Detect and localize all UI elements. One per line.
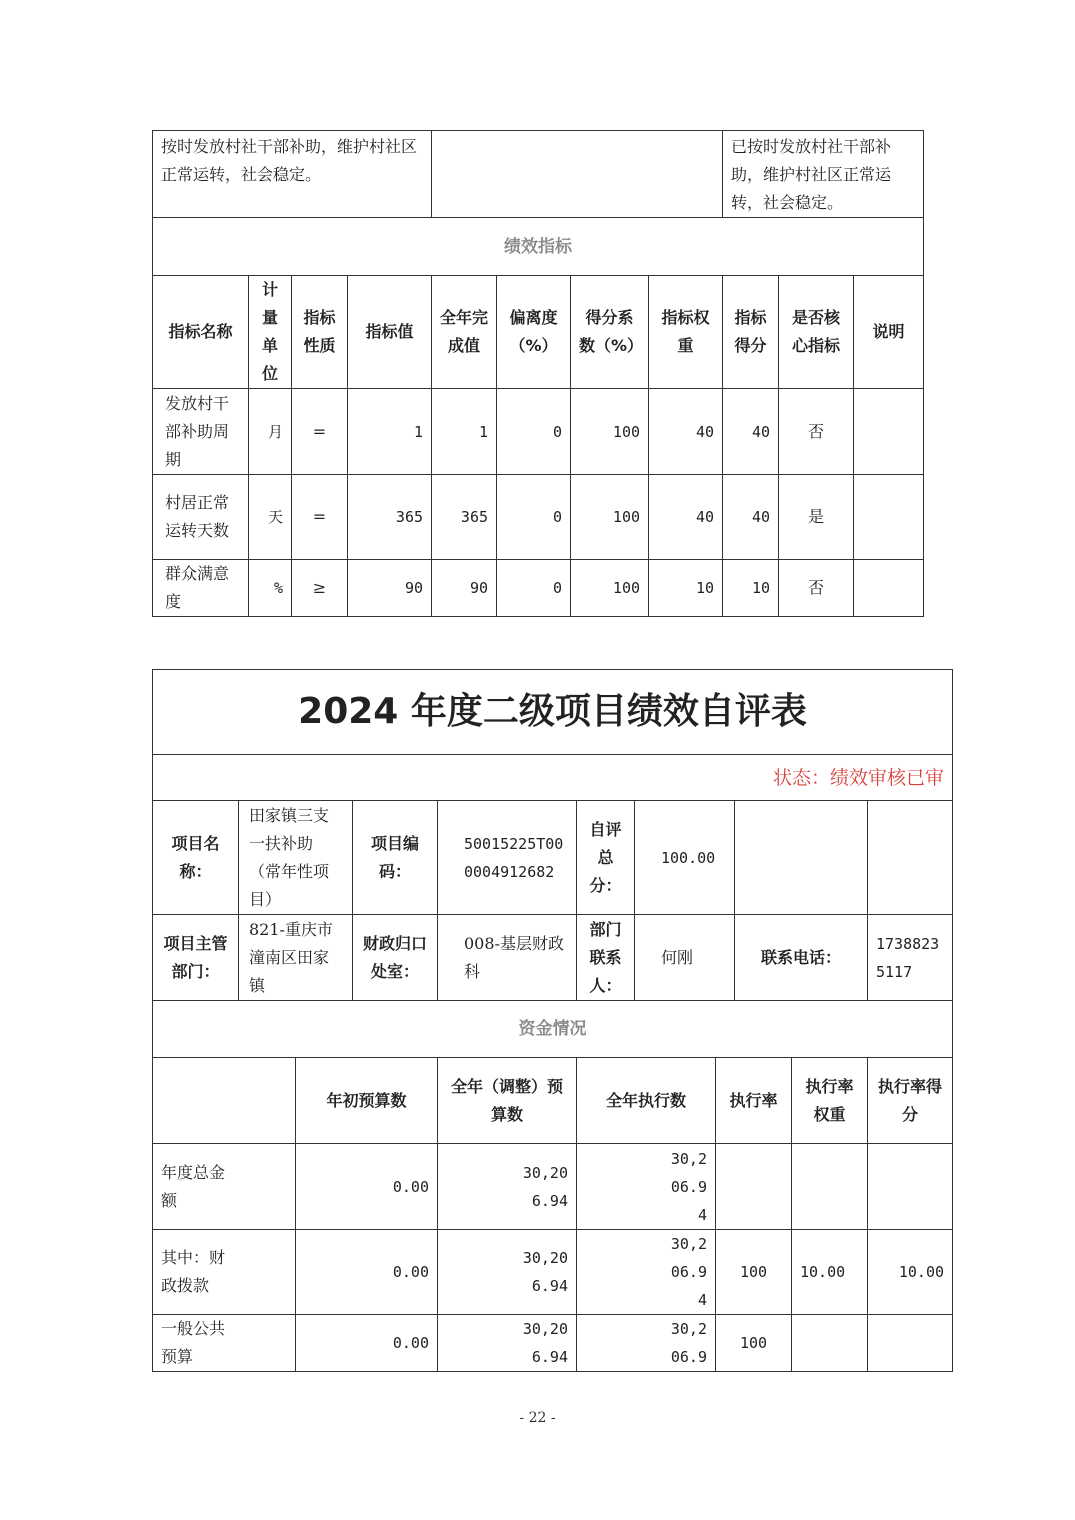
self-score-label: 自评总分： <box>577 801 635 915</box>
status-text: 状态：绩效审核已审 <box>153 755 953 801</box>
fund-init: 0.00 <box>296 1144 438 1230</box>
indicator-nature: = <box>292 475 348 560</box>
indicator-coef: 100 <box>571 560 649 617</box>
indicator-unit: 月 <box>249 389 292 475</box>
fund-init: 0.00 <box>296 1230 438 1315</box>
indicator-coef: 100 <box>571 389 649 475</box>
project-code-value: 50015225T000004912682 <box>438 801 577 915</box>
goal-middle <box>432 131 723 218</box>
fund-rate-weight <box>792 1144 868 1230</box>
header-cell: 指标名称 <box>153 276 249 389</box>
page-number: - 22 - <box>519 1410 556 1426</box>
fund-rate <box>716 1144 792 1230</box>
indicator-value: 90 <box>348 560 432 617</box>
indicator-weight: 40 <box>649 389 723 475</box>
fund-rate-score: 10.00 <box>868 1230 953 1315</box>
finance-dept-value: 008-基层财政科 <box>438 915 577 1001</box>
fund-section-title: 资金情况 <box>153 1001 953 1058</box>
indicator-deviation: 0 <box>497 475 571 560</box>
fund-rate-weight <box>792 1315 868 1372</box>
indicator-name: 村居正常运转天数 <box>153 475 249 560</box>
table-row <box>153 560 924 617</box>
fund-rate-weight: 10.00 <box>792 1230 868 1315</box>
fund-rate: 100 <box>716 1315 792 1372</box>
fund-executed: 30,206.94 <box>577 1144 716 1230</box>
dept-label: 项目主管部门： <box>153 915 239 1001</box>
indicator-unit: 天 <box>249 475 292 560</box>
contact-label: 部门联系人： <box>577 915 635 1001</box>
indicator-name: 发放村干部补助周期 <box>153 389 249 475</box>
fund-executed: 30,206.94 <box>577 1230 716 1315</box>
fund-init: 0.00 <box>296 1315 438 1372</box>
table-row <box>153 389 924 475</box>
table-row <box>153 1315 953 1372</box>
fund-rate-score <box>868 1315 953 1372</box>
indicator-score: 40 <box>723 475 779 560</box>
fund-rate: 100 <box>716 1230 792 1315</box>
phone-value: 17388235117 <box>868 915 953 1001</box>
indicator-score: 10 <box>723 560 779 617</box>
fund-row-name: 一般公共预算 <box>153 1315 296 1372</box>
fund-row-name: 年度总金额 <box>153 1144 296 1230</box>
indicator-header-row <box>153 276 924 389</box>
indicator-score: 40 <box>723 389 779 475</box>
table-row <box>153 1144 953 1230</box>
project-name-value: 田家镇三支一扶补助（常年性项目） <box>239 801 353 915</box>
indicator-done: 90 <box>432 560 497 617</box>
phone-label: 联系电话： <box>735 915 868 1001</box>
indicator-section-title: 绩效指标 <box>153 218 924 276</box>
table-row <box>153 1230 953 1315</box>
empty-cell <box>735 801 868 915</box>
indicator-done: 365 <box>432 475 497 560</box>
empty-cell <box>868 801 953 915</box>
fund-executed: 30,206.9 <box>577 1315 716 1372</box>
indicator-core: 否 <box>779 560 854 617</box>
self-score-value: 100.00 <box>635 801 735 915</box>
fund-adjusted: 30,206.94 <box>438 1144 577 1230</box>
header-cell: 指标权重 <box>649 276 723 389</box>
project-name-label: 项目名称： <box>153 801 239 915</box>
indicator-done: 1 <box>432 389 497 475</box>
header-cell: 计量单位 <box>249 276 292 389</box>
indicator-name: 群众满意度 <box>153 560 249 617</box>
self-evaluation-form <box>152 669 953 1372</box>
performance-indicator-table <box>152 130 924 617</box>
fund-adjusted: 30,206.94 <box>438 1230 577 1315</box>
indicator-nature: = <box>292 389 348 475</box>
indicator-unit: % <box>249 560 292 617</box>
indicator-core: 是 <box>779 475 854 560</box>
header-cell: 执行率得分 <box>868 1058 953 1144</box>
header-cell: 得分系数（%） <box>571 276 649 389</box>
indicator-deviation: 0 <box>497 389 571 475</box>
header-cell: 是否核心指标 <box>779 276 854 389</box>
header-cell: 指标值 <box>348 276 432 389</box>
header-cell: 偏离度（%） <box>497 276 571 389</box>
header-cell: 全年执行数 <box>577 1058 716 1144</box>
header-cell <box>153 1058 296 1144</box>
header-cell: 说明 <box>854 276 924 389</box>
indicator-core: 否 <box>779 389 854 475</box>
indicator-note <box>854 560 924 617</box>
header-cell: 指标得分 <box>723 276 779 389</box>
indicator-nature: ≥ <box>292 560 348 617</box>
header-cell: 全年（调整）预算数 <box>438 1058 577 1144</box>
indicator-value: 365 <box>348 475 432 560</box>
dept-value: 821-重庆市潼南区田家镇 <box>239 915 353 1001</box>
fund-header-row <box>153 1058 953 1144</box>
header-cell: 年初预算数 <box>296 1058 438 1144</box>
indicator-deviation: 0 <box>497 560 571 617</box>
indicator-note <box>854 389 924 475</box>
fund-row-name: 其中：财政拨款 <box>153 1230 296 1315</box>
indicator-value: 1 <box>348 389 432 475</box>
contact-value: 何刚 <box>635 915 735 1001</box>
goal-result: 已按时发放村社干部补助，维护村社区正常运转，社会稳定。 <box>723 131 924 218</box>
fund-adjusted: 30,206.94 <box>438 1315 577 1372</box>
indicator-weight: 10 <box>649 560 723 617</box>
project-code-label: 项目编码： <box>353 801 438 915</box>
header-cell: 指标性质 <box>292 276 348 389</box>
goal-text: 按时发放村社干部补助，维护村社区正常运转，社会稳定。 <box>153 131 432 218</box>
fund-rate-score <box>868 1144 953 1230</box>
header-cell: 执行率 <box>716 1058 792 1144</box>
indicator-coef: 100 <box>571 475 649 560</box>
header-cell: 全年完成值 <box>432 276 497 389</box>
indicator-note <box>854 475 924 560</box>
form-title: 2024 年度二级项目绩效自评表 <box>153 670 953 755</box>
finance-dept-label: 财政归口处室： <box>353 915 438 1001</box>
indicator-weight: 40 <box>649 475 723 560</box>
header-cell: 执行率权重 <box>792 1058 868 1144</box>
table-row <box>153 475 924 560</box>
